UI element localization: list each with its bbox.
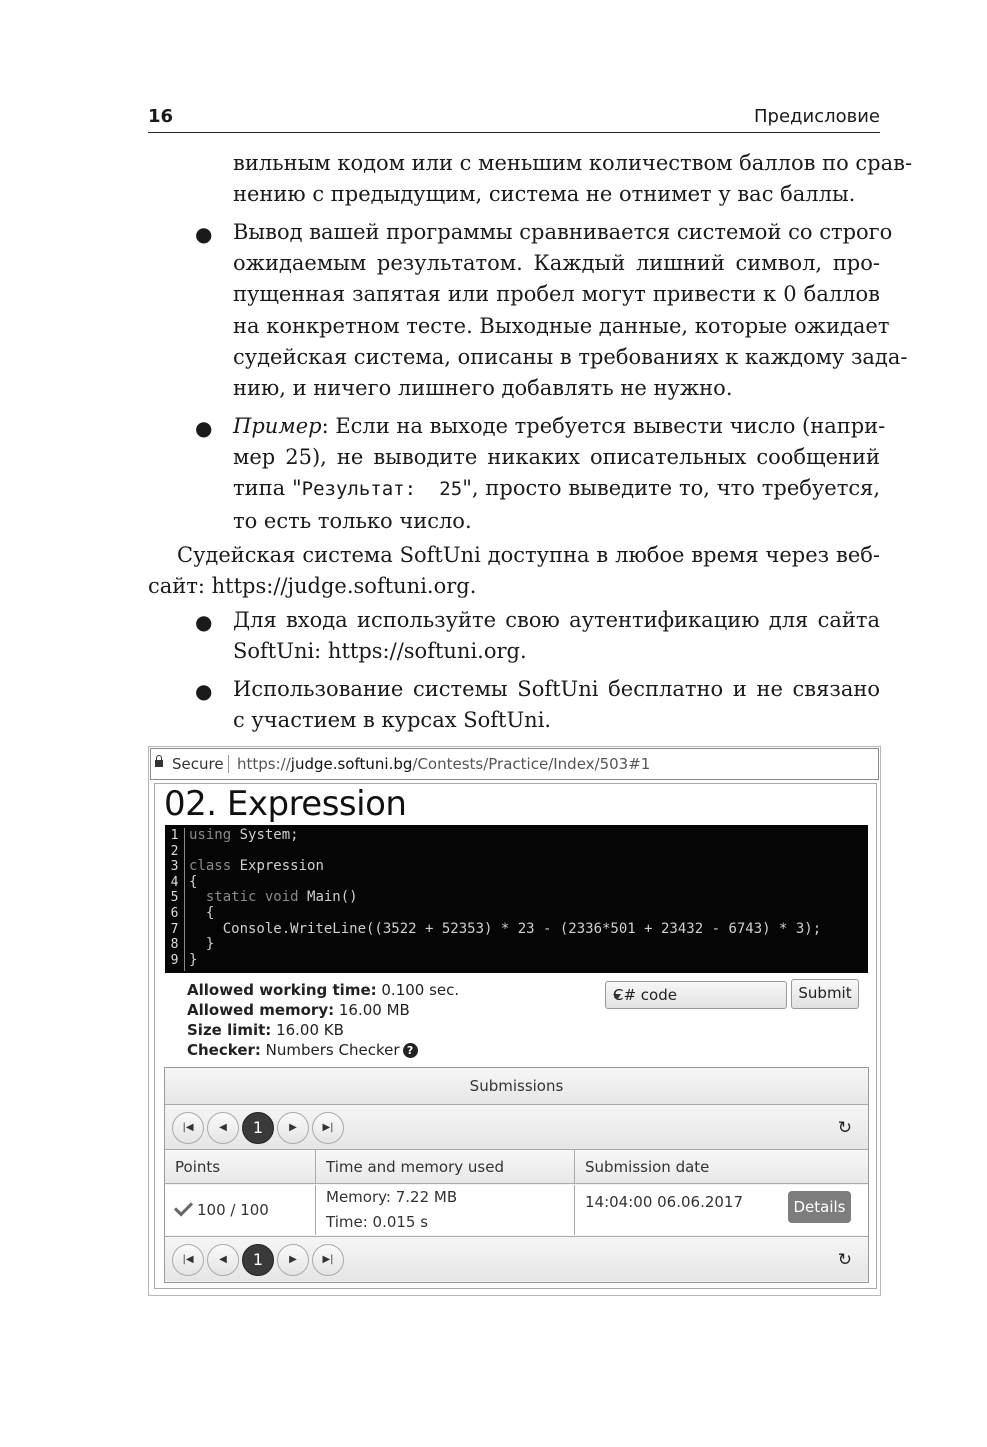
column-header-points: Points — [165, 1150, 316, 1184]
inline-code: Результат: 25 — [301, 478, 463, 501]
paragraph-judge-system — [148, 540, 880, 602]
lock-icon — [155, 760, 163, 767]
code-line: class Expression — [189, 858, 324, 875]
url-text[interactable]: https://judge.softuni.bg/Contests/Practice/Index/503#1 — [237, 755, 651, 773]
column-header-date: Submission date — [575, 1150, 868, 1184]
points-cell: 100 / 100 — [165, 1185, 316, 1235]
prev-page-icon[interactable]: ◀ — [207, 1244, 239, 1276]
bullet-output-comparison — [233, 217, 908, 404]
text-line: мер 25), не выводите никаких описательных сообщений — [233, 445, 880, 470]
code-line: Console.WriteLine((3522 + 52353) * 23 - (2336*501 + 23432 - 6743) * 3); — [189, 920, 822, 937]
text-line: Использование системы SoftUni бесплатно и не связано — [233, 677, 880, 701]
running-header — [148, 104, 880, 133]
submit-button[interactable]: Submit — [791, 979, 859, 1009]
code-line: using System; — [189, 827, 299, 843]
text-line: вильным кодом или с меньшим количеством баллов по срав- — [233, 151, 913, 175]
judge-screenshot — [148, 746, 881, 1296]
pager-bottom — [165, 1236, 868, 1281]
text-line: типа "Результат: 25", просто выведите то, что требуется, — [233, 476, 880, 501]
bullet-login — [233, 605, 880, 667]
refresh-icon[interactable]: ↻ — [837, 1250, 852, 1270]
code-line — [189, 844, 821, 860]
check-icon — [174, 1197, 193, 1216]
submissions-title: Submissions — [165, 1068, 868, 1105]
code-line: } — [189, 936, 215, 953]
time-limit: Allowed working time: 0.100 sec. — [187, 981, 460, 999]
text-line: то есть только число. — [233, 508, 472, 533]
problem-title: 02. Expression — [164, 784, 407, 824]
memory-limit: Allowed memory: 16.00 MB — [187, 1001, 410, 1019]
next-page-icon[interactable]: ▶ — [277, 1244, 309, 1276]
code-line: { — [189, 904, 215, 921]
text-line: судейская система, описаны в требованиях к каждому зада- — [233, 344, 908, 369]
bullet-icon: ● — [195, 416, 213, 440]
bullet-icon: ● — [195, 679, 213, 703]
page-number: 16 — [148, 106, 174, 127]
first-page-icon[interactable]: |◀ — [172, 1112, 204, 1144]
bullet-free-usage — [233, 674, 880, 736]
text-line: Вывод вашей программы сравнивается системой со строго — [233, 220, 893, 244]
code-lines — [189, 828, 821, 968]
code-line: { — [189, 873, 198, 890]
submissions-panel — [164, 1067, 869, 1283]
code-editor[interactable] — [165, 825, 868, 973]
text-line: сайт: https://judge.softuni.org. — [148, 574, 477, 599]
last-page-icon[interactable]: ▶| — [312, 1112, 344, 1144]
page-button-current[interactable]: 1 — [242, 1112, 274, 1144]
line-numbers: 1 2 3 4 5 6 7 8 9 — [165, 828, 185, 971]
submission-date: 14:04:00 06.06.2017 — [585, 1193, 744, 1211]
divider — [228, 755, 229, 773]
language-select-value: C# code — [613, 986, 677, 1004]
size-limit: Size limit: 16.00 KB — [187, 1021, 344, 1039]
pager-top — [165, 1105, 868, 1150]
code-line: } — [189, 951, 198, 968]
secure-label: Secure — [172, 755, 224, 773]
text-line: Судейская система SoftUni доступна в любое время через веб- — [177, 543, 880, 567]
text-line: Для входа используйте свою аутентификацию для сайта — [233, 608, 880, 632]
text-line: Пример: Если на выходе требуется вывести число (напри- — [233, 414, 886, 438]
text-line: нению с предыдущим, система не отнимет у вас баллы. — [233, 182, 856, 207]
refresh-icon[interactable]: ↻ — [837, 1118, 852, 1138]
details-button[interactable]: Details — [788, 1191, 851, 1223]
code-line: static void Main() — [205, 889, 358, 906]
checker: Checker: Numbers Checker ? — [187, 1040, 459, 1060]
example-label: Пример — [233, 414, 322, 438]
text-line: нию, и ничего лишнего добавлять не нужно. — [233, 376, 733, 401]
memory-used: Memory: 7.22 MB — [326, 1188, 458, 1206]
next-page-icon[interactable]: ▶ — [277, 1112, 309, 1144]
bullet-icon: ● — [195, 610, 213, 634]
submissions-table — [165, 1150, 868, 1235]
bullet-example — [233, 411, 886, 537]
text-line: с участием в курсах SoftUni. — [233, 708, 552, 733]
last-page-icon[interactable]: ▶| — [312, 1244, 344, 1276]
help-icon[interactable]: ? — [403, 1043, 418, 1058]
time-memory-cell — [316, 1185, 575, 1235]
paragraph-continuation — [233, 148, 913, 210]
column-header-time-memory: Time and memory used — [316, 1150, 575, 1184]
problem-panel — [154, 783, 877, 1289]
text-line: на конкретном тесте. Выходные данные, которые ожидает — [233, 313, 890, 338]
section-title: Предисловие — [754, 106, 880, 127]
language-select[interactable] — [605, 981, 787, 1009]
problem-limits — [187, 980, 459, 1060]
page-button-current[interactable]: 1 — [242, 1244, 274, 1276]
text-line: ожидаемым результатом. Каждый лишний символ, про- — [233, 251, 880, 276]
text-line: SoftUni: https://softuni.org. — [233, 639, 527, 664]
address-bar[interactable] — [150, 748, 879, 780]
time-used: Time: 0.015 s — [326, 1213, 429, 1231]
dropdown-caret-icon — [613, 994, 621, 1000]
first-page-icon[interactable]: |◀ — [172, 1244, 204, 1276]
text-line: пущенная запятая или пробел могут привести к 0 баллов — [233, 282, 880, 307]
prev-page-icon[interactable]: ◀ — [207, 1112, 239, 1144]
bullet-icon: ● — [195, 222, 213, 246]
